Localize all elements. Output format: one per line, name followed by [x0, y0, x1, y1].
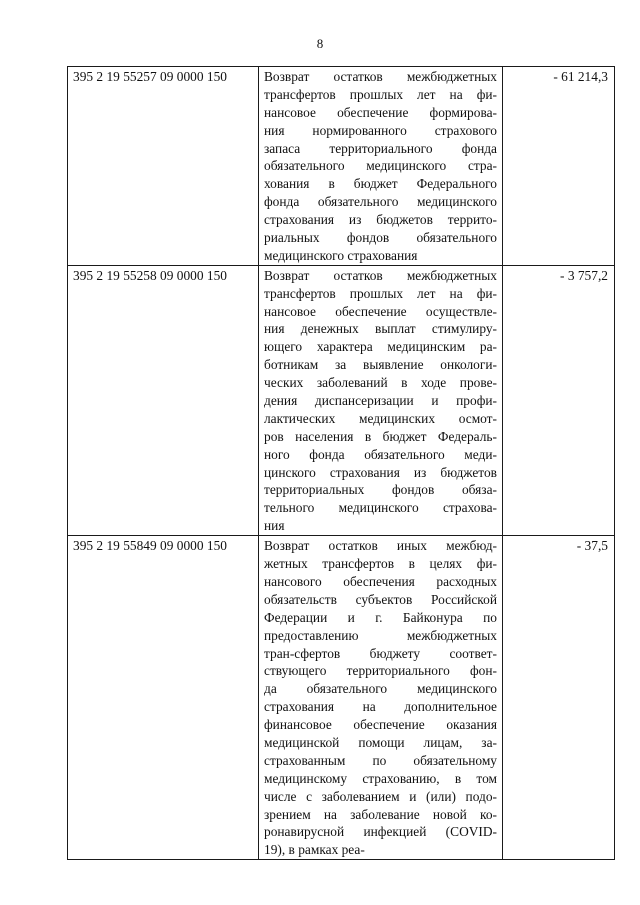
description-cell [259, 67, 503, 266]
description-line: жетных трансфертов в целях фи- [264, 556, 497, 572]
description-line: страхования на дополнительное [264, 699, 497, 715]
description-line: страхованным по обязательному [264, 752, 497, 768]
budget-table [67, 66, 615, 860]
table-row [68, 536, 615, 860]
description-line: медицинской помощи лицам, за- [264, 734, 497, 750]
description-line: фонда обязательного медицинского [264, 194, 497, 210]
description-line: риальных фондов обязательного [264, 230, 497, 246]
description-line: обязательного медицинского стра- [264, 158, 497, 174]
description-line: лактических медицинских осмот- [264, 410, 497, 426]
description-line: запаса территориального фонда [264, 140, 497, 156]
amount-cell: - 3 757,2 [503, 265, 615, 535]
classification-code-cell: 395 2 19 55257 09 0000 150 [68, 67, 259, 266]
description-line: Возврат остатков межбюджетных [264, 267, 497, 283]
classification-code-cell: 395 2 19 55849 09 0000 150 [68, 536, 259, 860]
description-line: 19), в рамках реа- [264, 842, 365, 858]
description-line: ния [264, 518, 285, 534]
description-line: ствующего территориального фон- [264, 663, 497, 679]
description-line: ющего характера медицинским ра- [264, 339, 497, 355]
table-row [68, 265, 615, 535]
description-cell [259, 265, 503, 535]
amount-cell: - 61 214,3 [503, 67, 615, 266]
description-line: медицинского страхования [264, 247, 418, 263]
budget-table-body [68, 67, 615, 860]
description-line: нансовое обеспечение формирова- [264, 104, 497, 120]
amount-cell: - 37,5 [503, 536, 615, 860]
description-line: ров населения в бюджет Федераль- [264, 428, 497, 444]
page-number: 8 [316, 36, 324, 51]
description-line: ния денежных выплат стимулиру- [264, 321, 497, 337]
description-line: обязательств субъектов Российской [264, 591, 497, 607]
description-line: трансфертов прошлых лет на фи- [264, 86, 497, 102]
description-line: трансфертов прошлых лет на фи- [264, 285, 497, 301]
description-line: зрением на заболевание новой ко- [264, 806, 497, 822]
description-line: медицинскому страхованию, в том [264, 770, 497, 786]
description-line: финансовое обеспечение оказания [264, 717, 497, 733]
description-line: Федерации и г. Байконура по [264, 609, 497, 625]
description-line: ния нормированного страхового [264, 122, 497, 138]
description-line: да обязательного медицинского [264, 681, 497, 697]
description-cell [259, 536, 503, 860]
description-line: Возврат остатков межбюджетных [264, 69, 497, 84]
description-line: тельного медицинского страхова- [264, 500, 497, 516]
description-line: нансового обеспечения расходных [264, 573, 497, 589]
description-line: страхования из бюджетов террито- [264, 212, 497, 228]
description-line: хования в бюджет Федерального [264, 176, 497, 192]
description-line: ронавирусной инфекцией (COVID- [264, 824, 497, 840]
classification-code-cell: 395 2 19 55258 09 0000 150 [68, 265, 259, 535]
table-row [68, 67, 615, 266]
description-line: Возврат остатков иных межбюд- [264, 538, 497, 554]
description-line: дения диспансеризации и профи- [264, 393, 497, 409]
description-line: тран-сфертов бюджету соответ- [264, 645, 497, 661]
description-line: предоставлению межбюджетных [264, 627, 497, 643]
description-line: ческих заболеваний в ходе прове- [264, 375, 497, 391]
description-line: территориальных фондов обяза- [264, 482, 497, 498]
description-line: цинского страхования из бюджетов [264, 464, 497, 480]
description-line: ного фонда обязательного меди- [264, 446, 497, 462]
description-line: ботникам за выявление онкологи- [264, 357, 497, 373]
description-line: числе с заболеванием и (или) подо- [264, 788, 497, 804]
description-line: нансовое обеспечение осуществле- [264, 303, 497, 319]
